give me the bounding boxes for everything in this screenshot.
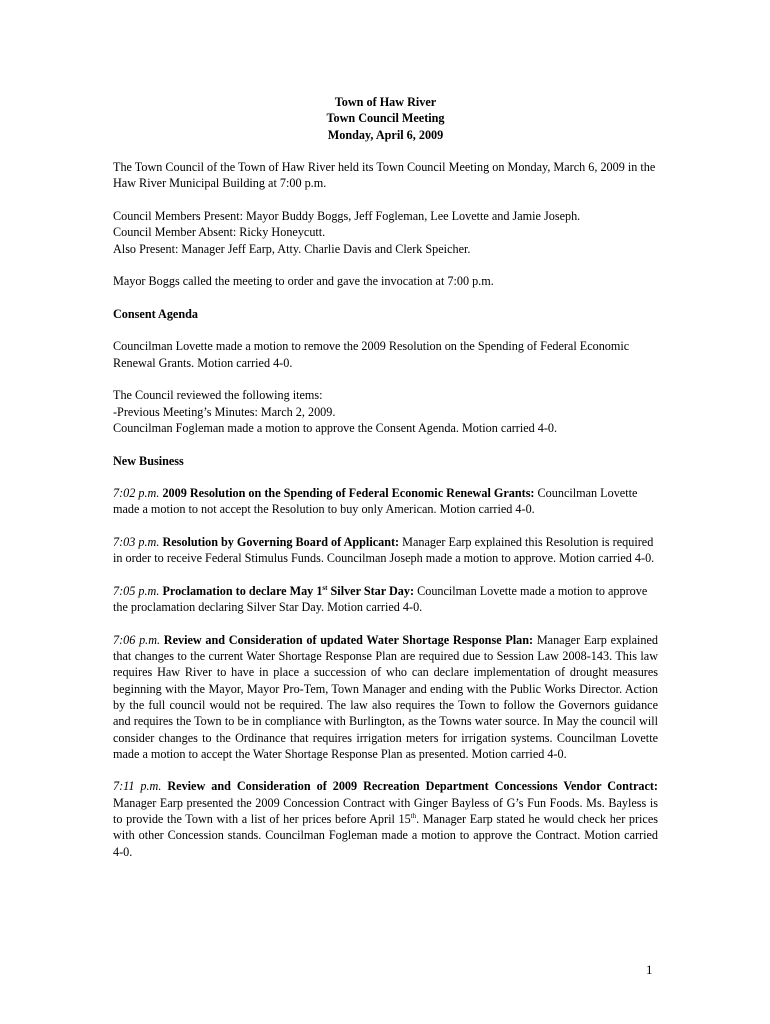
consent-agenda-motion: Councilman Lovette made a motion to remove the 2009 Resolution on the Spending of Federal Economic Renewal Grants. Motion carried 4-0. — [113, 339, 630, 370]
header-meeting: Town Council Meeting — [326, 111, 445, 126]
also-present: Also Present: Manager Jeff Earp, Atty. Charlie Davis and Clerk Speicher. — [113, 241, 471, 256]
agenda-item — [113, 583, 658, 616]
item-time: 7:06 p.m. — [113, 632, 161, 647]
review-intro: The Council reviewed the following items: — [113, 388, 323, 403]
header-town: Town of Haw River — [334, 95, 437, 109]
agenda-item — [113, 778, 658, 859]
intro-paragraph: The Town Council of the Town of Haw River held its Town Council Meeting on Monday, March 6, 2009 in the Haw River Municipal Building at 7:00 p.m. — [113, 160, 656, 191]
new-business-heading: New Business — [113, 453, 184, 468]
attendance-block — [113, 208, 658, 257]
item-time: 7:03 p.m. — [113, 535, 160, 550]
item-time: 7:05 p.m. — [113, 583, 160, 598]
item-text: Manager Earp explained that changes to the current Water Shortage Response Plan are required due to Session Law 2008-143. This law requires Haw River to have in place a succession of who can declare implementation of drought measures beginning with the Mayor, Mayor Pro-Tem, Town Manager and ending with the Public Works Director. Action by the full council would not be required. The law also requires the Town to follow the Governors guidance and requires the Town to be in compliance with Burlington, as the Towns water source. In May the council will consider changes to the Ordinance that requires irrigation meters for irrigation systems. Councilman Lovette made a motion to accept the Water Shortage Response Plan as presented. Motion carried 4-0. — [113, 632, 658, 761]
header-date: Monday, April 6, 2009 — [327, 127, 444, 142]
item-title-part: Proclamation to declare May 1 — [162, 583, 323, 598]
item-title — [162, 584, 414, 598]
page-number: 1 — [646, 962, 653, 977]
ordinal-suffix: st — [322, 583, 328, 592]
item-title: Review and Consideration of 2009 Recreation Department Concessions Vendor Contract: — [167, 779, 658, 794]
item-text-part: . Manager Earp stated he would check her prices with other Concession stands. Councilman Fogleman made a motion to approve the Contract. Motion carried 4-0. — [113, 812, 658, 859]
agenda-item — [113, 632, 658, 762]
item-text-part: Manager Earp presented the 2009 Concession Contract with Ginger Bayless of G’s Fun Foods. Ms. Bayless is to provide the Town with a list of her prices before April 15 — [113, 795, 658, 827]
review-approval: Councilman Fogleman made a motion to approve the Consent Agenda. Motion carried 4-0. — [113, 420, 558, 435]
item-text: Councilman Lovette made a motion to approve the proclamation declaring Silver Star Day. Motion carried 4-0. — [113, 583, 648, 615]
review-minutes: -Previous Meeting’s Minutes: March 2, 2009. — [113, 404, 336, 419]
item-title: Resolution by Governing Board of Applicant: — [162, 535, 400, 550]
document-body — [113, 94, 658, 876]
document-header — [113, 94, 658, 143]
item-text: Councilman Lovette made a motion to not accept the Resolution to buy only American. Motion carried 4-0. — [113, 486, 638, 517]
members-present: Council Members Present: Mayor Buddy Boggs, Jeff Fogleman, Lee Lovette and Jamie Joseph. — [113, 209, 581, 224]
item-time: 7:02 p.m. — [113, 486, 160, 501]
item-time: 7:11 p.m. — [113, 779, 162, 794]
item-title-part: Silver Star Day: — [330, 583, 415, 598]
call-to-order: Mayor Boggs called the meeting to order and gave the invocation at 7:00 p.m. — [113, 274, 494, 289]
item-text — [113, 796, 658, 859]
members-absent: Council Member Absent: Ricky Honeycutt. — [113, 225, 326, 240]
consent-agenda-review — [113, 387, 658, 436]
agenda-item — [113, 485, 658, 518]
consent-agenda-heading: Consent Agenda — [113, 306, 198, 321]
item-title: 2009 Resolution on the Spending of Federal Economic Renewal Grants: — [162, 486, 535, 501]
item-title: Review and Consideration of updated Water Shortage Response Plan: — [163, 632, 534, 647]
ordinal-suffix: th — [410, 812, 417, 820]
item-text: Manager Earp explained this Resolution is required in order to receive Federal Stimulus Funds. Councilman Joseph made a motion to approve. Motion carried 4-0. — [113, 535, 655, 566]
agenda-item — [113, 534, 658, 567]
